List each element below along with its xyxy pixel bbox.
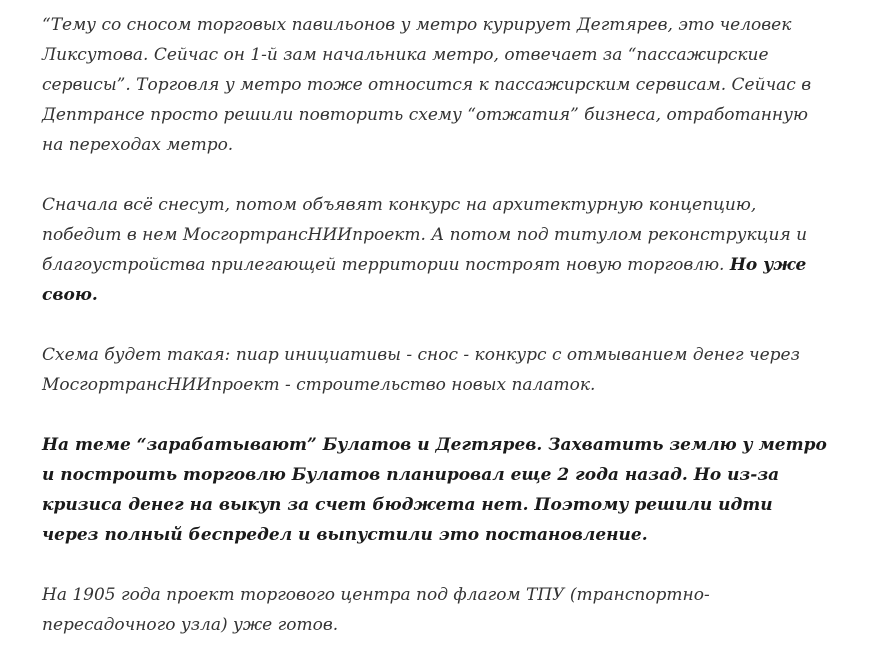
paragraph-3: Схема будет такая: пиар инициативы - снос - конкурс с отмыванием денег через МосгортрансНИИпроект - строительство новых палаток. — [42, 345, 800, 395]
paragraph-2 — [42, 190, 832, 310]
paragraph-2-text: Сначала всё снесут, потом объявят конкурс на архитектурную концепцию, победит в нем МосгортрансНИИпроект. А потом под титулом реконструкция и благоустройства прилегающей территории построят новую торговлю. — [42, 195, 808, 275]
article-body — [42, 10, 832, 670]
paragraph-5: На 1905 года проект торгового центра под флагом ТПУ (транспортно-пересадочного узла) уже готов. — [42, 585, 710, 635]
paragraph-1: “Тему со сносом торговых павильонов у метро курирует Дегтярев, это человек Ликсутова. Сейчас он 1-й зам начальника метро, отвечает за “пассажирские сервисы”. Торговля у метро тоже относится к пассажирским сервисам. Сейчас в Дептрансе просто решили повторить схему “отжатия” бизнеса, отработанную на переходах метро. — [42, 15, 812, 155]
paragraph-2-emphasis: Но уже свою. — [42, 255, 807, 305]
paragraph-4: На теме “зарабатывают” Булатов и Дегтярев. Захватить землю у метро и построить торговлю Булатов планировал еще 2 года назад. Но из-за кризиса денег на выкуп за счет бюджета нет. Поэтому решили идти через полный беспредел и выпустили это постановление. — [42, 435, 827, 545]
